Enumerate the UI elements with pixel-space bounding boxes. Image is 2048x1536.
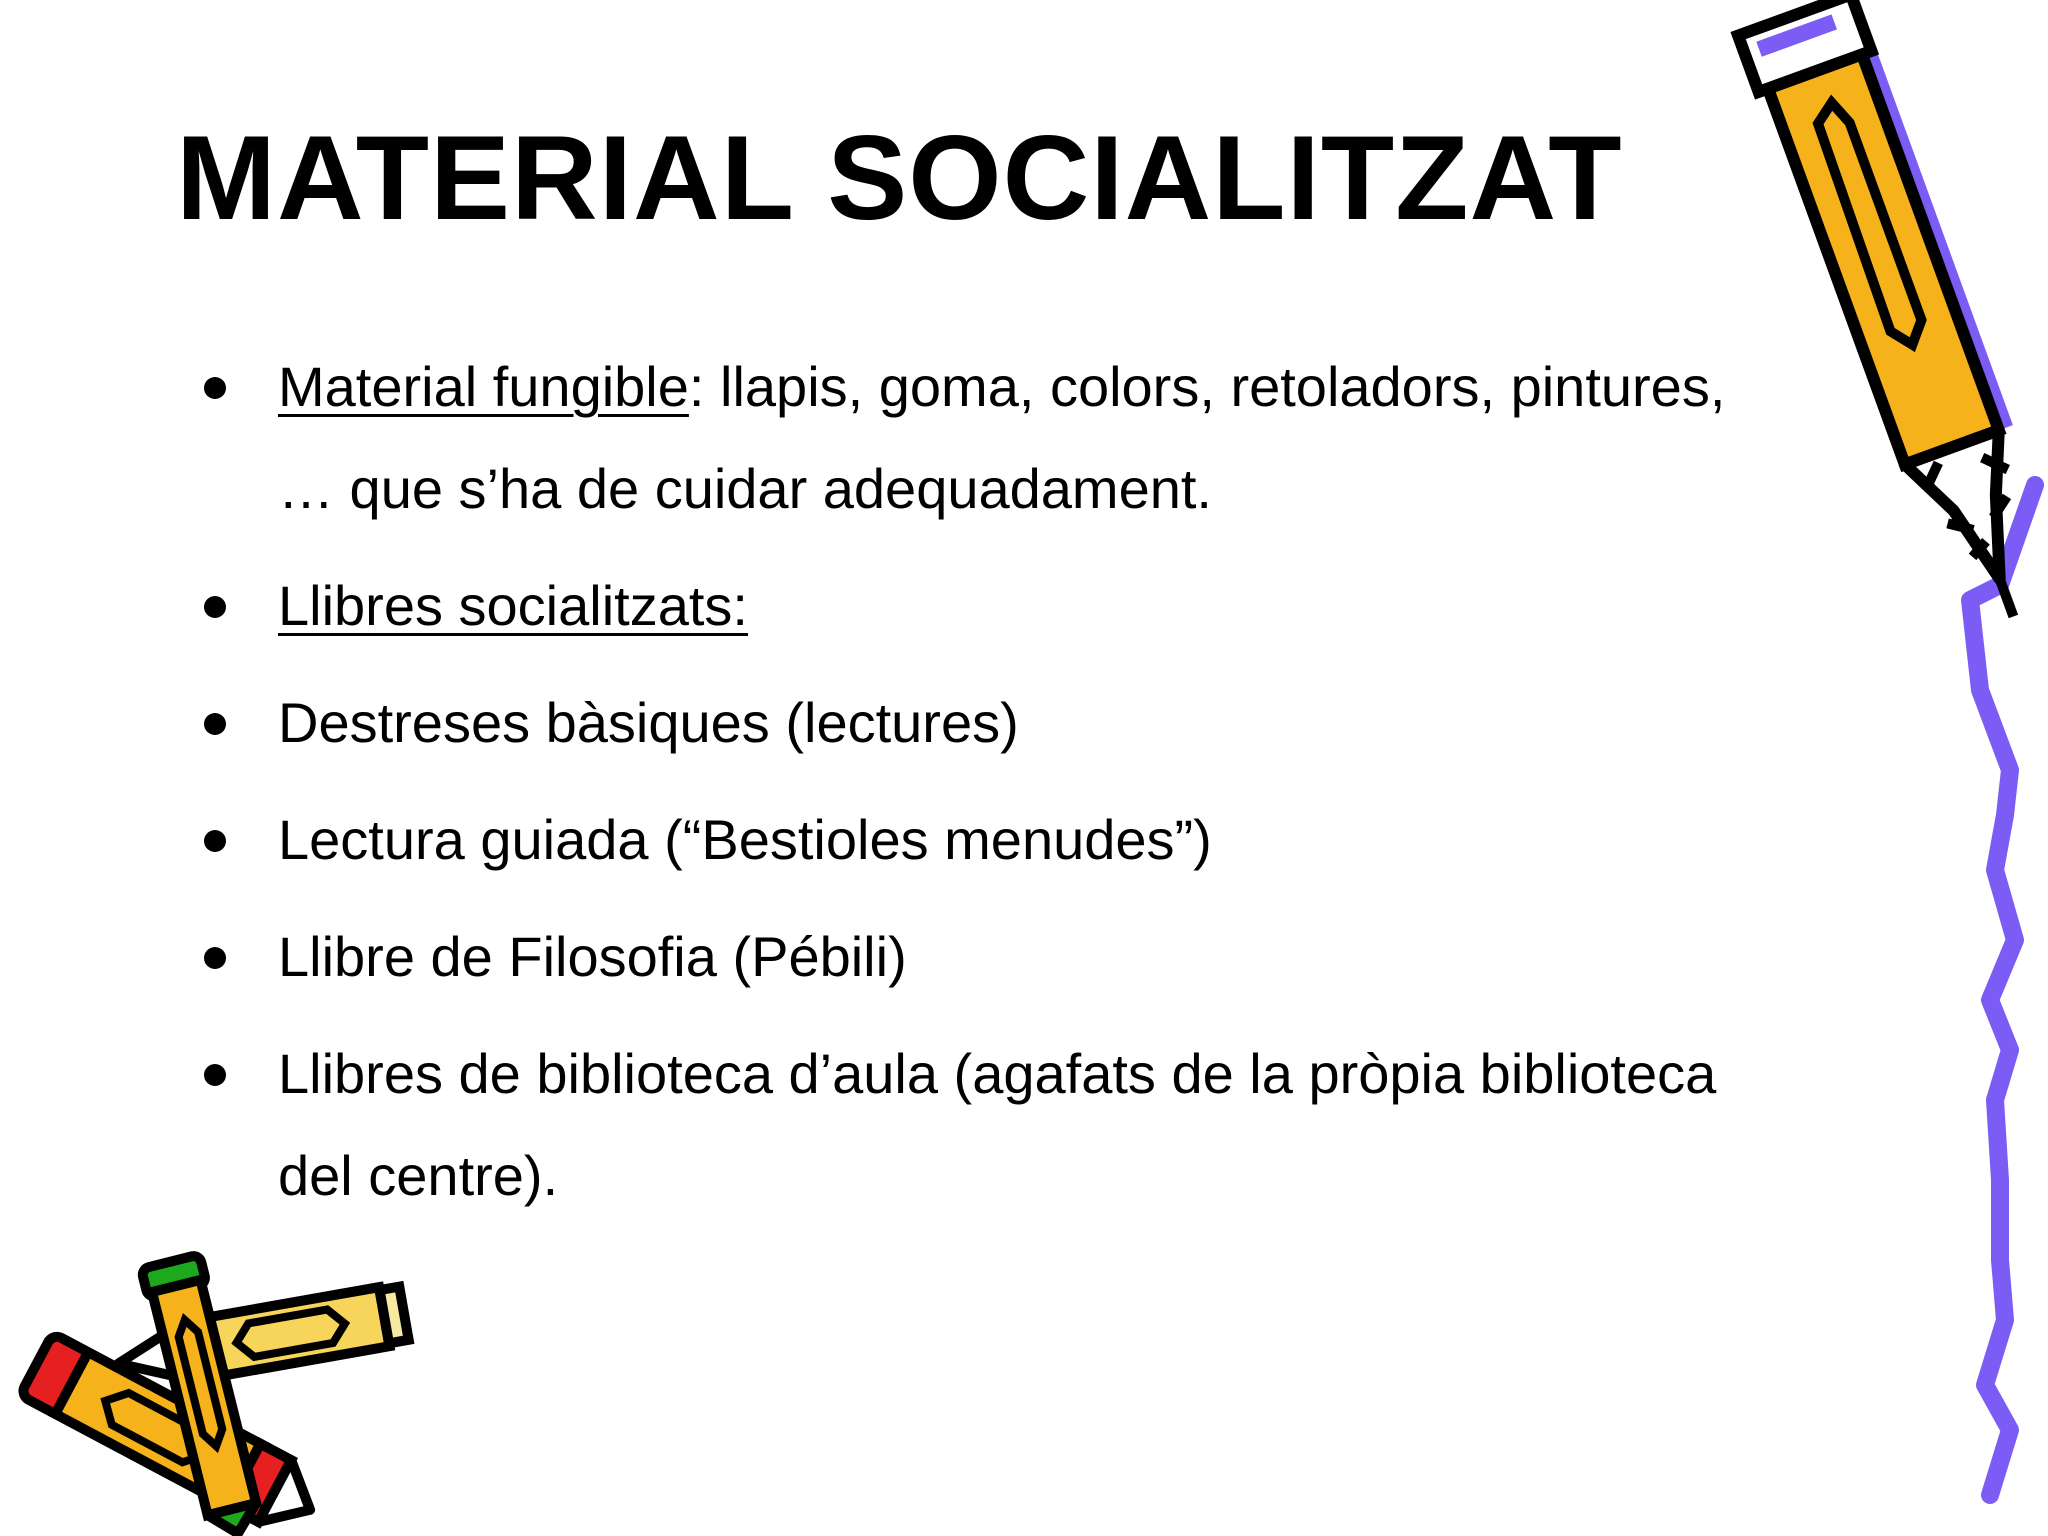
bullet-llibre-filosofia <box>196 906 1786 1008</box>
bullet-list <box>196 336 1786 1242</box>
bullet-material-fungible <box>196 336 1786 540</box>
slide-title: MATERIAL SOCIALITZAT <box>176 111 1623 245</box>
bullet-biblioteca-aula <box>196 1023 1786 1227</box>
bullet-lead: Material fungible <box>278 355 689 418</box>
bullet-text: Destreses bàsiques (lectures) <box>278 691 1019 754</box>
bullet-dot <box>204 1064 226 1086</box>
bullet-text: Llibre de Filosofia (Pébili) <box>278 925 907 988</box>
bullet-dot <box>204 377 226 399</box>
bullet-text: : llapis, goma, colors, retoladors, pintures, … que s’ha de cuidar adequadament. <box>278 355 1726 520</box>
bullet-destreses-basiques <box>196 672 1786 774</box>
bullet-lectura-guiada <box>196 789 1786 891</box>
purple-squiggle-icon <box>1970 485 2035 1495</box>
crayons-icon <box>20 1254 409 1536</box>
bullet-dot <box>204 713 226 735</box>
bullet-text: Lectura guiada (“Bestioles menudes”) <box>278 808 1212 871</box>
bullet-dot <box>204 947 226 969</box>
bullet-text: Llibres de biblioteca d’aula (agafats de la pròpia biblioteca del centre). <box>278 1042 1717 1207</box>
bullet-lead: Llibres socialitzats: <box>278 574 748 637</box>
bullet-llibres-socialitzats <box>196 555 1786 657</box>
bullet-dot <box>204 596 226 618</box>
bullet-dot <box>204 830 226 852</box>
